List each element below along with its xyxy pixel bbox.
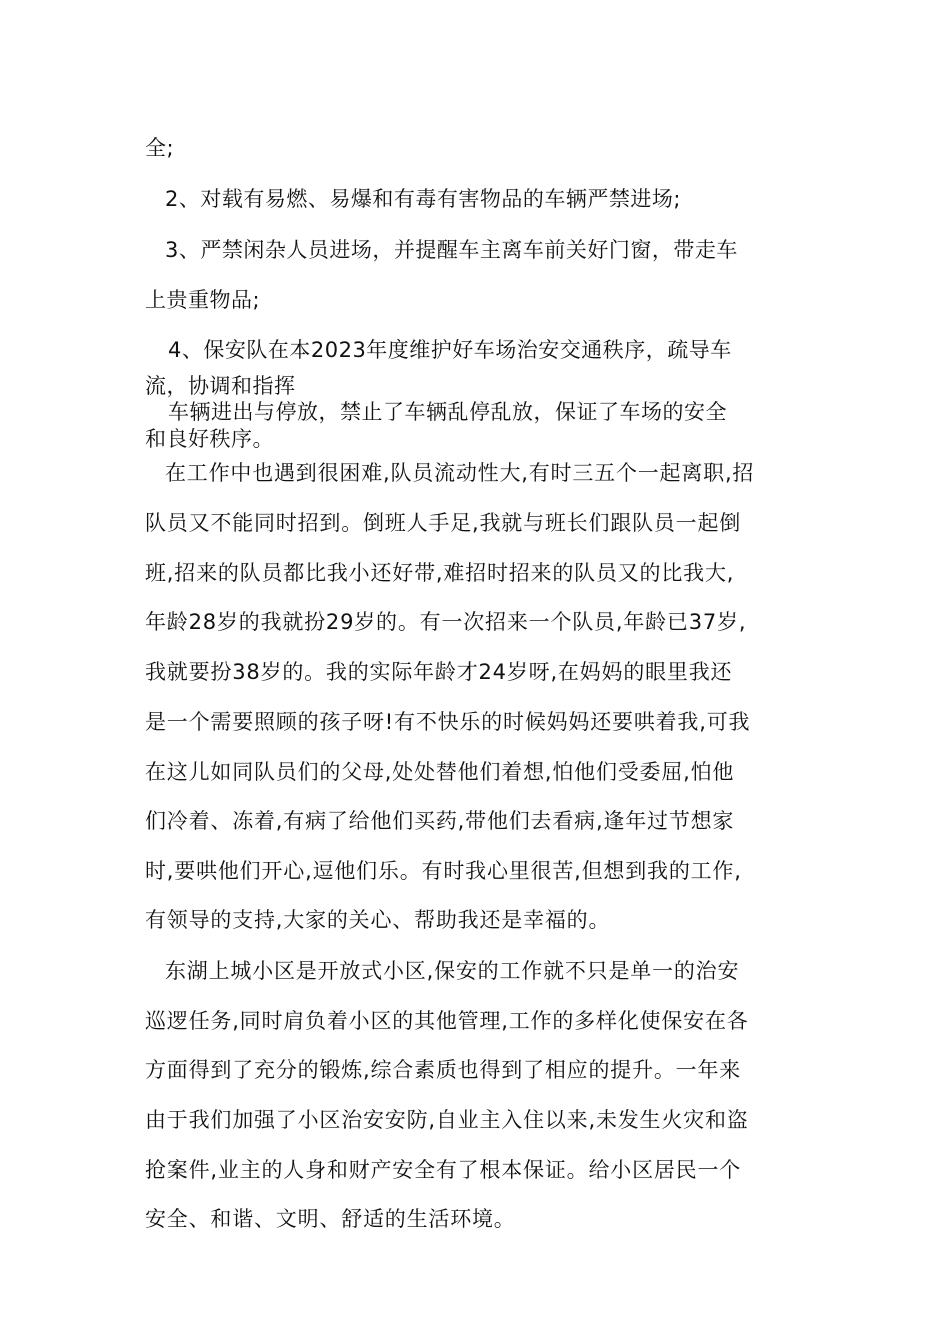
text-line: 安全、和谐、文明、舒适的生活环境。	[145, 1207, 516, 1231]
text-line: 班,招来的队员都比我小还好带,难招时招来的队员又的比我大,	[145, 561, 735, 585]
text-line: 抢案件,业主的人身和财产安全有了根本保证。给小区居民一个	[145, 1158, 742, 1182]
text-line: 和良好秩序。	[145, 427, 274, 451]
text-line: 有领导的支持,大家的关心、帮助我还是幸福的。	[145, 908, 611, 932]
text-line: 车辆进出与停放，禁止了车辆乱停乱放，保证了车场的安全	[168, 400, 727, 424]
text-line: 我就要扮38岁的。我的实际年龄才24岁呀,在妈妈的眼里我还	[145, 660, 733, 684]
text-line: 全;	[145, 136, 175, 160]
text-line: 们冷着、冻着,有病了给他们买药,带他们去看病,逢年过节想家	[145, 809, 735, 833]
text-line: 方面得到了充分的锻炼,综合素质也得到了相应的提升。一年来	[145, 1058, 742, 1082]
text-line: 巡逻任务,同时肩负着小区的其他管理,工作的多样化使保安在各	[145, 1009, 749, 1033]
text-line: 在这儿如同队员们的父母,处处替他们着想,怕他们受委屈,怕他	[145, 760, 735, 784]
text-line: 东湖上城小区是开放式小区,保安的工作就不只是单一的治安	[165, 959, 740, 983]
text-line: 2、对载有易燃、易爆和有毒有害物品的车辆严禁进场;	[165, 187, 681, 211]
text-line: 流，协调和指挥	[145, 374, 296, 398]
text-line: 是一个需要照顾的孩子呀!有不快乐的时候妈妈还要哄着我,可我	[145, 710, 751, 734]
text-line: 3、严禁闲杂人员进场，并提醒车主离车前关好门窗，带走车	[165, 238, 738, 262]
text-line: 由于我们加强了小区治安安防,自业主入住以来,未发生火灾和盗	[145, 1108, 749, 1132]
text-line: 年龄28岁的我就扮29岁的。有一次招来一个队员,年龄已37岁,	[145, 610, 747, 634]
text-line: 4、保安队在本2023年度维护好车场治安交通秩序，疏导车	[168, 338, 732, 362]
text-line: 时,要哄他们开心,逗他们乐。有时我心里很苦,但想到我的工作,	[145, 859, 742, 883]
text-line: 在工作中也遇到很困难,队员流动性大,有时三五个一起离职,招	[165, 461, 755, 485]
text-line: 上贵重物品;	[145, 288, 261, 312]
text-line: 队员又不能同时招到。倒班人手足,我就与班长们跟队员一起倒	[145, 511, 742, 535]
